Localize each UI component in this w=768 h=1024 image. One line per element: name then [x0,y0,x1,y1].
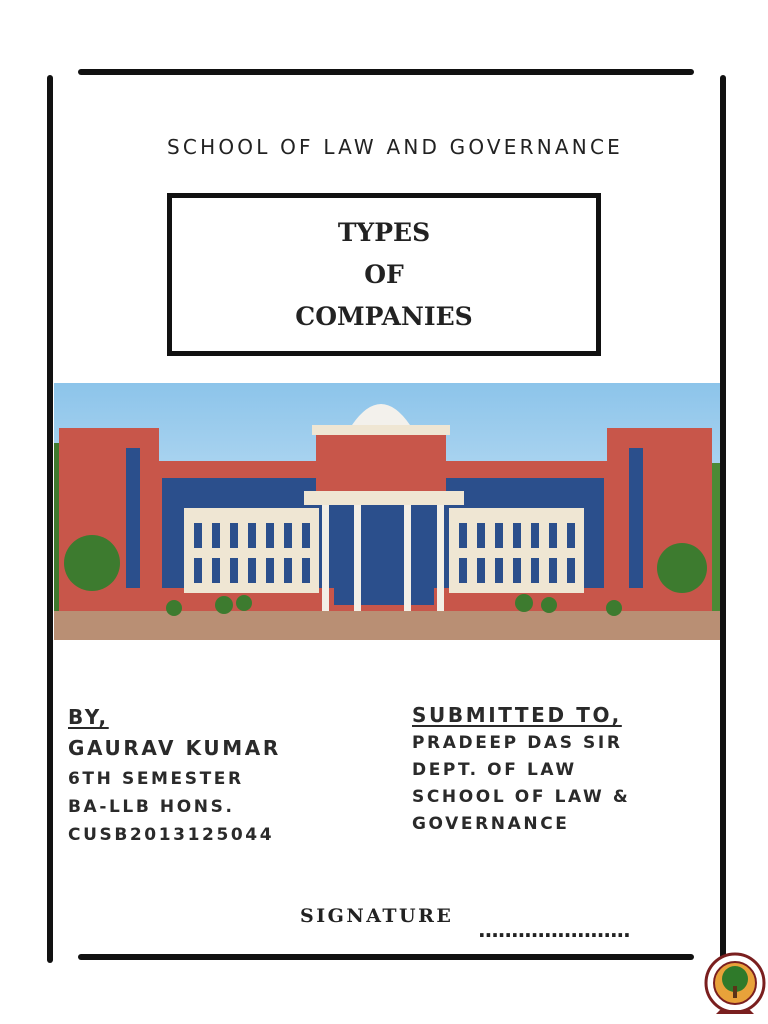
author-semester: 6TH SEMESTER [68,769,244,789]
left-rule [47,75,53,963]
author-section [68,702,281,849]
building-photo [54,383,720,640]
top-rule [78,69,694,75]
submitted-label: SUBMITTED TO, [412,703,622,727]
author-name: GAURAV KUMAR [68,736,281,760]
submitted-line: GOVERNANCE [412,814,570,834]
university-seal-logo [704,952,766,1018]
author-course: BA-LLB HONS. [68,797,235,817]
signature-label: SIGNATURE [300,905,454,927]
submitted-section [412,700,630,838]
title-line: COMPANIES [295,302,473,331]
bottom-rule [78,954,694,960]
submitted-line: PRADEEP DAS SIR [412,733,623,753]
author-roll: CUSB2013125044 [68,825,275,845]
title-line: OF [364,260,404,289]
school-name: SCHOOL OF LAW AND GOVERNANCE [167,135,623,159]
submitted-line: SCHOOL OF LAW & [412,787,631,807]
submitted-line: DEPT. OF LAW [412,760,577,780]
document-title [172,212,596,338]
signature-line: ....................... [478,918,630,942]
title-line: TYPES [337,218,431,247]
by-label: BY, [68,705,109,729]
right-rule [720,75,726,963]
title-box [167,193,601,356]
